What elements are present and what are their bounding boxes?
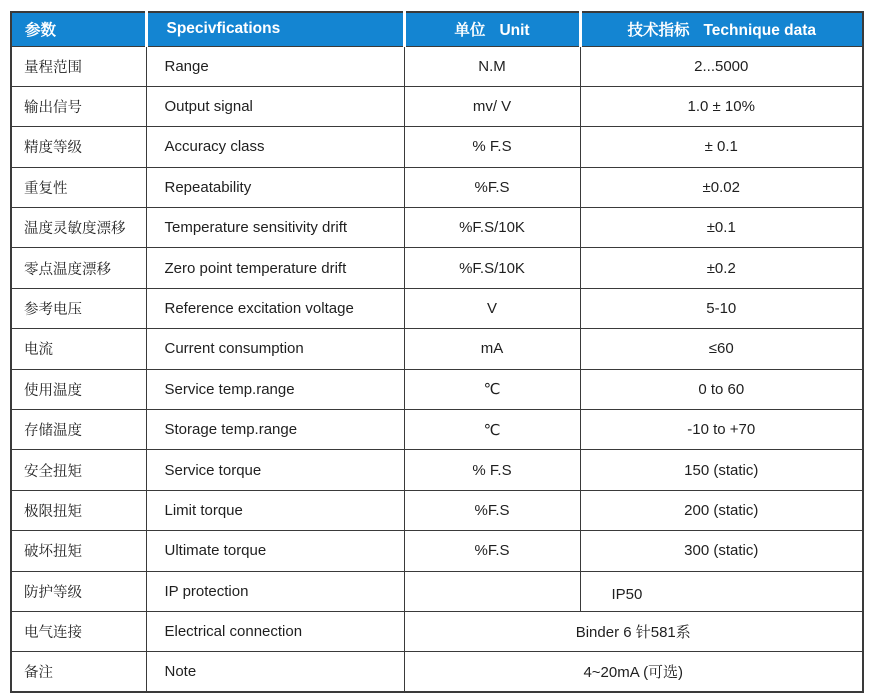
param-name-zh: 安全扭矩	[11, 450, 146, 490]
value-cell: ±0.2	[580, 248, 863, 288]
table-header-row	[11, 12, 863, 46]
table-row	[11, 46, 863, 86]
unit-cell: % F.S	[404, 450, 580, 490]
param-name-en: Note	[146, 652, 404, 692]
param-name-en: Output signal	[146, 86, 404, 126]
header-tech-en: Technique data	[703, 22, 817, 40]
param-name-zh: 备注	[11, 652, 146, 692]
table-row	[11, 571, 863, 611]
param-name-zh: 精度等级	[11, 127, 146, 167]
value-cell-merged: Binder 6 针581系	[404, 611, 863, 651]
unit-cell: %F.S/10K	[404, 208, 580, 248]
value-cell: 2...5000	[580, 46, 863, 86]
unit-cell: % F.S	[404, 127, 580, 167]
value-cell: -10 to +70	[580, 410, 863, 450]
param-name-zh: 防护等级	[11, 571, 146, 611]
param-name-en: Service temp.range	[146, 369, 404, 409]
header-spec-en: Specivfications	[166, 20, 281, 38]
unit-cell: V	[404, 288, 580, 328]
param-name-en: IP protection	[146, 571, 404, 611]
table-row	[11, 410, 863, 450]
param-name-zh: 使用温度	[11, 369, 146, 409]
table-row	[11, 248, 863, 288]
param-name-zh: 量程范围	[11, 46, 146, 86]
param-name-zh: 参考电压	[11, 288, 146, 328]
param-name-en: Storage temp.range	[146, 410, 404, 450]
value-cell: 300 (static)	[580, 531, 863, 571]
table-row	[11, 86, 863, 126]
header-technique-data	[580, 12, 863, 46]
table-row	[11, 490, 863, 530]
param-name-zh: 电流	[11, 329, 146, 369]
value-cell: 150 (static)	[580, 450, 863, 490]
spec-table-container	[10, 11, 862, 693]
value-cell: IP50	[580, 571, 863, 611]
param-name-zh: 温度灵敏度漂移	[11, 208, 146, 248]
unit-cell: mv/ V	[404, 86, 580, 126]
table-row	[11, 208, 863, 248]
value-cell: 1.0 ± 10%	[580, 86, 863, 126]
param-name-en: Electrical connection	[146, 611, 404, 651]
header-specifications	[146, 12, 404, 46]
param-name-en: Reference excitation voltage	[146, 288, 404, 328]
table-row	[11, 611, 863, 651]
unit-cell: %F.S/10K	[404, 248, 580, 288]
param-name-en: Accuracy class	[146, 127, 404, 167]
table-row	[11, 127, 863, 167]
table-row	[11, 652, 863, 692]
unit-cell: ℃	[404, 410, 580, 450]
param-name-zh: 输出信号	[11, 86, 146, 126]
unit-cell: ℃	[404, 369, 580, 409]
header-param-zh: 参数	[25, 22, 57, 40]
param-name-en: Repeatability	[146, 167, 404, 207]
param-name-en: Service torque	[146, 450, 404, 490]
param-name-en: Zero point temperature drift	[146, 248, 404, 288]
table-row	[11, 329, 863, 369]
table-row	[11, 531, 863, 571]
header-unit	[404, 12, 580, 46]
table-row	[11, 288, 863, 328]
param-name-zh: 电气连接	[11, 611, 146, 651]
table-row	[11, 450, 863, 490]
table-body	[11, 46, 863, 692]
specifications-table	[10, 11, 864, 693]
param-name-zh: 极限扭矩	[11, 490, 146, 530]
unit-cell: N.M	[404, 46, 580, 86]
value-cell: ±0.02	[580, 167, 863, 207]
header-param	[11, 12, 146, 46]
unit-cell: mA	[404, 329, 580, 369]
param-name-en: Limit torque	[146, 490, 404, 530]
unit-cell	[404, 571, 580, 611]
param-name-zh: 重复性	[11, 167, 146, 207]
param-name-en: Temperature sensitivity drift	[146, 208, 404, 248]
header-unit-en: Unit	[499, 22, 530, 40]
header-tech-zh: 技术指标	[627, 22, 690, 40]
header-unit-zh: 单位	[454, 22, 486, 40]
param-name-zh: 破坏扭矩	[11, 531, 146, 571]
value-cell-merged: 4~20mA (可选)	[404, 652, 863, 692]
param-name-zh: 存储温度	[11, 410, 146, 450]
unit-cell: %F.S	[404, 490, 580, 530]
param-name-en: Ultimate torque	[146, 531, 404, 571]
value-cell: 0 to 60	[580, 369, 863, 409]
value-cell: ± 0.1	[580, 127, 863, 167]
unit-cell: %F.S	[404, 531, 580, 571]
param-name-en: Current consumption	[146, 329, 404, 369]
unit-cell: %F.S	[404, 167, 580, 207]
value-cell: ≤60	[580, 329, 863, 369]
value-cell: 200 (static)	[580, 490, 863, 530]
param-name-zh: 零点温度漂移	[11, 248, 146, 288]
value-cell: ±0.1	[580, 208, 863, 248]
value-cell: 5-10	[580, 288, 863, 328]
param-name-en: Range	[146, 46, 404, 86]
table-row	[11, 369, 863, 409]
table-row	[11, 167, 863, 207]
